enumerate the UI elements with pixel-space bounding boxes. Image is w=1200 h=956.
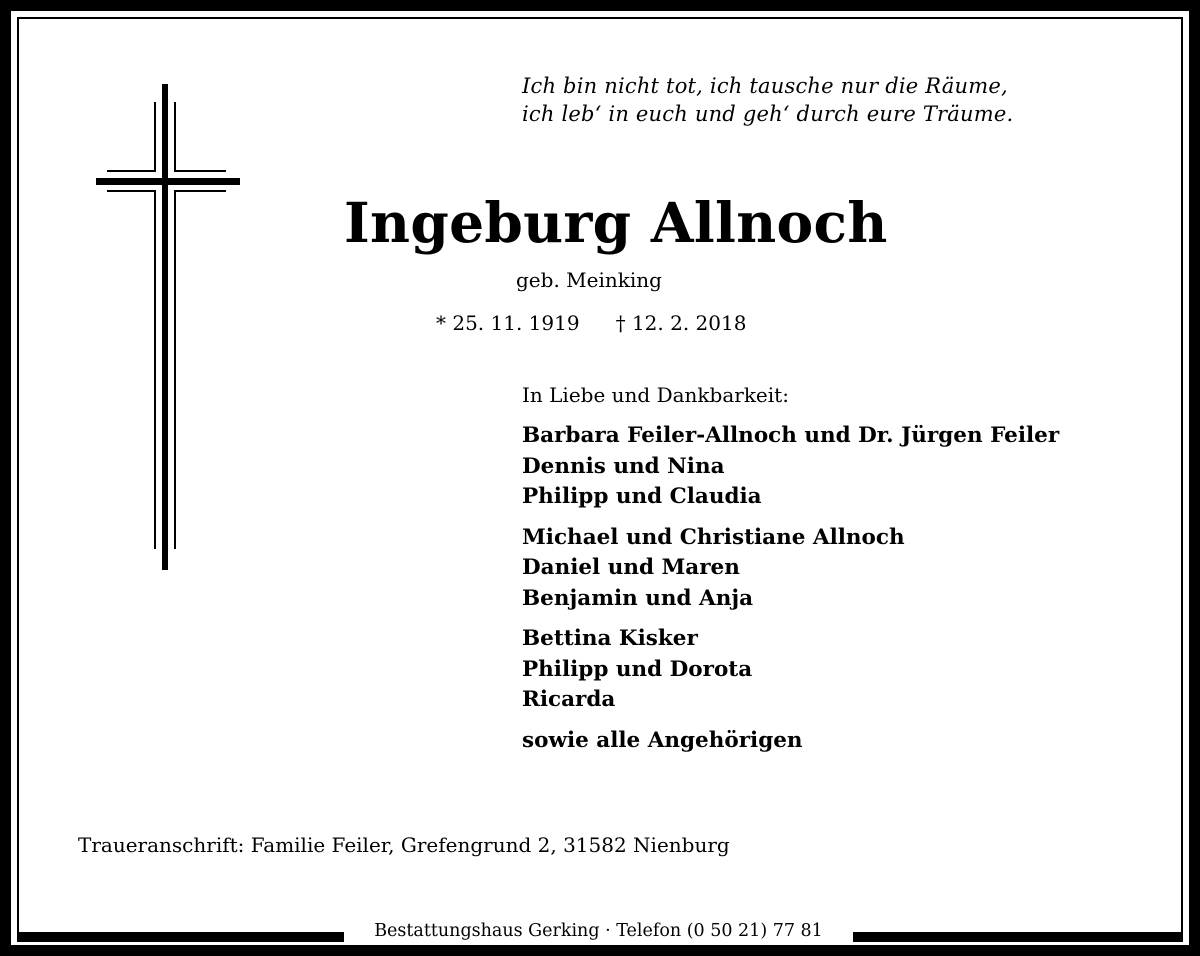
mourners-list: [522, 421, 1162, 756]
family-group: [522, 421, 1162, 513]
quote-line: ich leb‘ in euch und geh‘ durch eure Träume.: [522, 102, 1014, 126]
funeral-home-footer: Bestattungshaus Gerking · Telefon (0 50 21) 77 81: [344, 918, 853, 944]
cross-icon: [96, 84, 240, 570]
mourner-line: Bettina Kisker: [522, 626, 698, 651]
family-group: [522, 624, 1162, 716]
mourners-intro: In Liebe und Dankbarkeit:: [522, 383, 789, 407]
death-date: † 12. 2. 2018: [615, 311, 747, 335]
quote-line: Ich bin nicht tot, ich tausche nur die Räume,: [522, 74, 1008, 98]
mourner-line: Ricarda: [522, 687, 616, 712]
mourner-line: Dennis und Nina: [522, 453, 725, 479]
memorial-quote: [522, 72, 1013, 128]
mourner-line: Benjamin und Anja: [522, 585, 754, 611]
mourning-address: Traueranschrift: Familie Feiler, Grefengrund 2, 31582 Nienburg: [78, 833, 730, 857]
closing-line: sowie alle Angehörigen: [522, 727, 803, 753]
mourner-line: Daniel und Maren: [522, 555, 740, 580]
deceased-name: Ingeburg Allnoch: [344, 190, 888, 255]
life-dates: [436, 309, 746, 337]
birth-date: * 25. 11. 1919: [436, 311, 580, 335]
footer-rule: [853, 932, 1183, 942]
footer-rule: [17, 932, 345, 942]
mourner-line: Philipp und Claudia: [522, 484, 762, 509]
mourner-line: Michael und Christiane Allnoch: [522, 524, 905, 550]
mourner-line: Barbara Feiler-Allnoch und Dr. Jürgen Feiler: [522, 423, 1060, 448]
birth-name: geb. Meinking: [516, 268, 662, 292]
mourner-line: Philipp und Dorota: [522, 656, 753, 682]
family-group: [522, 523, 1162, 615]
